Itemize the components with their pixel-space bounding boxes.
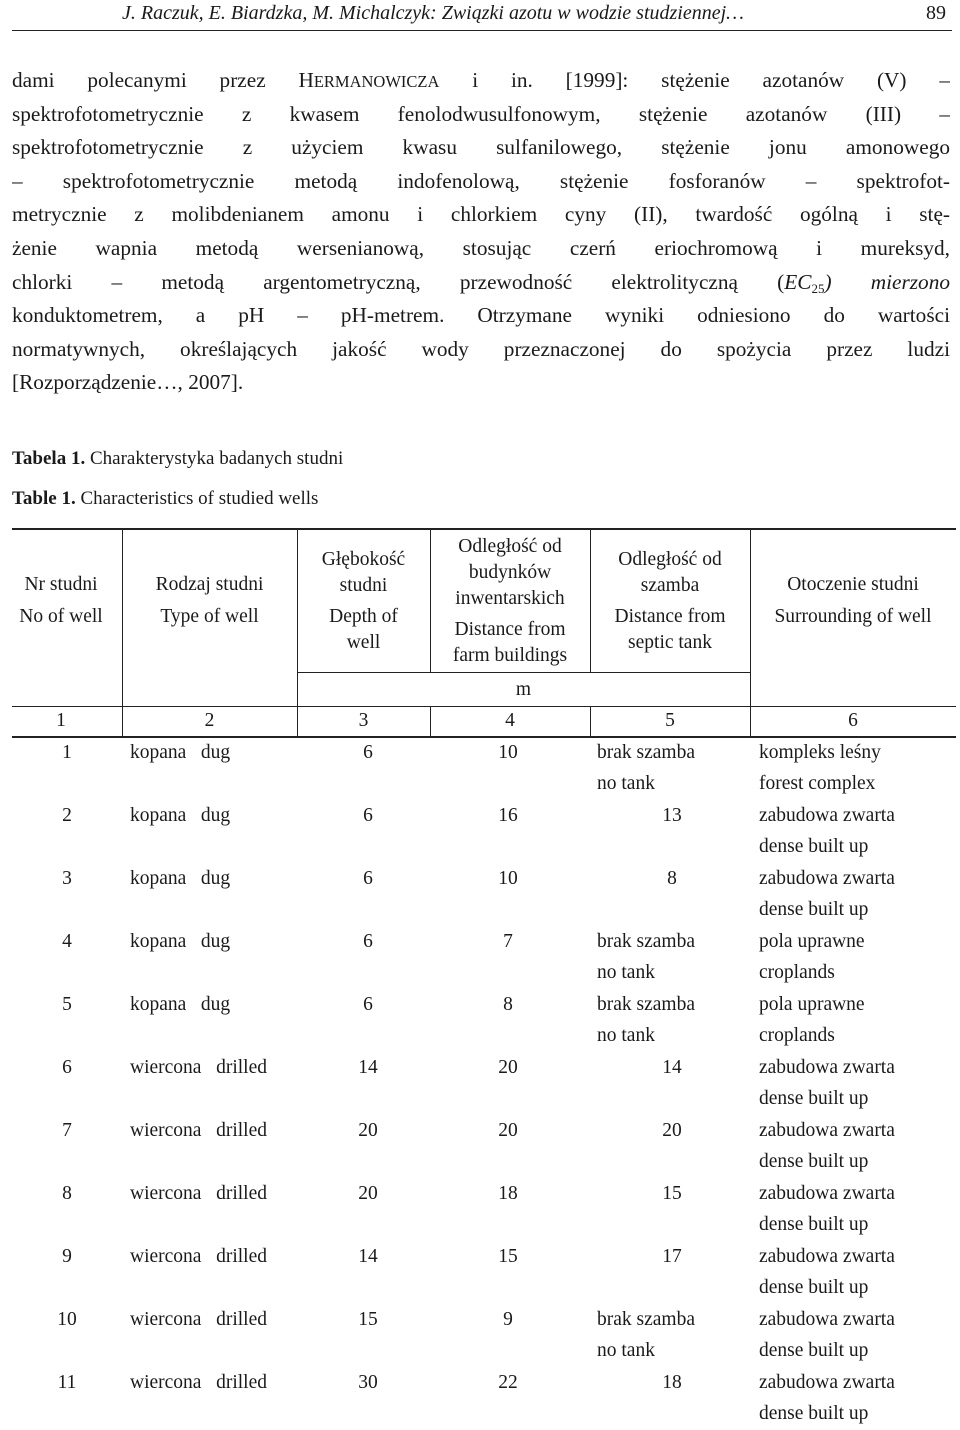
cell-distance-septic: 17 (662, 1246, 682, 1267)
cell-well-number: 7 (62, 1120, 72, 1141)
cell-distance-septic: 14 (662, 1057, 682, 1078)
cell-well-type: kopana dug (130, 742, 231, 763)
cell-well-type: wiercona drilled (130, 1057, 267, 1078)
cell-well-type: kopana dug (130, 868, 231, 889)
body-line: dami polecanymi przez HERMANOWICZA i in. [1999]: stężenie azotanów (V) – (12, 68, 950, 92)
body-paragraph (12, 64, 950, 400)
cell-well-number: 10 (57, 1309, 77, 1330)
cell-surrounding: croplands (759, 1025, 835, 1046)
body-line: spektrofotometrycznie z użyciem kwasu sulfanilowego, stężenie jonu amonowego (12, 135, 950, 160)
cell-depth: 6 (363, 994, 373, 1015)
cell-depth: 6 (363, 868, 373, 889)
header-well-type: Rodzaj studni Type of well (155, 574, 264, 627)
cell-distance-septic: brak szamba (597, 931, 695, 952)
cell-surrounding: kompleks leśny (759, 742, 881, 763)
cell-distance-farm: 18 (498, 1183, 518, 1204)
cell-well-number: 4 (62, 931, 72, 952)
cell-well-number: 5 (62, 994, 72, 1015)
header-well-number: Nr studni No of well (19, 574, 103, 627)
cell-surrounding: croplands (759, 962, 835, 983)
cell-distance-septic: no tank (597, 1340, 655, 1361)
cell-distance-septic: 15 (662, 1183, 682, 1204)
body-line: żenie wapnia metodą wersenianową, stosując czerń eriochromową i mureksyd, (12, 235, 950, 260)
cell-surrounding: dense built up (759, 1214, 869, 1235)
cell-well-number: 1 (62, 742, 72, 763)
body-line: metrycznie z molibdenianem amonu i chlorkiem cyny (II), twardość ogólną i stę- (12, 202, 950, 227)
cell-distance-farm: 15 (498, 1246, 518, 1267)
cell-distance-farm: 7 (503, 931, 513, 952)
cell-surrounding: forest complex (759, 773, 876, 794)
cell-depth: 14 (358, 1246, 378, 1267)
body-line: konduktometrem, a pH – pH-metrem. Otrzymane wyniki odniesiono do wartości (12, 303, 950, 328)
cell-surrounding: dense built up (759, 1151, 869, 1172)
cell-distance-farm: 10 (498, 868, 518, 889)
column-number: 4 (505, 710, 515, 731)
cell-surrounding: pola uprawne (759, 994, 865, 1015)
table-caption-en: Table 1. Characteristics of studied wells (12, 488, 319, 509)
cell-distance-farm: 8 (503, 994, 513, 1015)
cell-distance-septic: 20 (662, 1120, 682, 1141)
cell-distance-farm: 10 (498, 742, 518, 763)
cell-depth: 6 (363, 805, 373, 826)
cell-well-type: kopana dug (130, 994, 231, 1015)
cell-distance-farm: 20 (498, 1057, 518, 1078)
cell-distance-septic: no tank (597, 962, 655, 983)
table-caption-pl: Tabela 1. Charakterystyka badanych studni (12, 448, 344, 469)
cell-surrounding: dense built up (759, 1088, 869, 1109)
cell-surrounding: dense built up (759, 899, 869, 920)
cell-well-number: 8 (62, 1183, 72, 1204)
cell-distance-septic: brak szamba (597, 742, 695, 763)
cell-well-number: 9 (62, 1246, 72, 1267)
running-title: J. Raczuk, E. Biardzka, M. Michalczyk: Związki azotu w wodzie studziennej… (122, 2, 744, 24)
body-line: – spektrofotometrycznie metodą indofenolową, stężenie fosforanów – spektrofot- (12, 168, 950, 193)
cell-surrounding: dense built up (759, 1340, 869, 1361)
header-unit: m (515, 678, 532, 700)
cell-distance-septic: 8 (667, 868, 677, 889)
column-number: 3 (358, 710, 369, 731)
cell-depth: 6 (363, 931, 373, 952)
cell-well-type: wiercona drilled (130, 1372, 267, 1393)
cell-well-type: wiercona drilled (130, 1309, 267, 1330)
cell-surrounding: zabudowa zwarta (759, 868, 895, 889)
page-number: 89 (926, 2, 946, 24)
cell-distance-septic: 13 (662, 805, 682, 826)
cell-well-type: kopana dug (130, 931, 231, 952)
header-surrounding: Otoczenie studni Surrounding of well (774, 574, 932, 627)
cell-surrounding: zabudowa zwarta (759, 805, 895, 826)
column-number: 2 (204, 710, 215, 731)
cell-surrounding: dense built up (759, 1277, 869, 1298)
body-line: [Rozporządzenie…, 2007]. (12, 370, 244, 395)
cell-depth: 14 (358, 1057, 378, 1078)
body-line: normatywnych, określających jakość wody przeznaczonej do spożycia przez ludzi (12, 336, 950, 361)
body-line: spektrofotometrycznie z kwasem fenolodwusulfonowym, stężenie azotanów (III) – (12, 101, 950, 126)
cell-depth: 6 (363, 742, 373, 763)
body-line: chlorki – metodą argentometryczną, przewodność elektrolityczną $(EC_{25})$ mierzono (12, 269, 950, 296)
cell-surrounding: zabudowa zwarta (759, 1372, 895, 1393)
column-number: 1 (56, 710, 66, 731)
cell-well-number: 11 (57, 1372, 77, 1393)
cell-well-type: wiercona drilled (130, 1183, 267, 1204)
cell-depth: 15 (358, 1309, 378, 1330)
cell-depth: 20 (358, 1120, 378, 1141)
cell-surrounding: zabudowa zwarta (759, 1120, 895, 1141)
header-distance-septic: Odległość od szamba Distance from septic tank (614, 548, 726, 653)
cell-well-number: 6 (62, 1057, 72, 1078)
header-distance-farm: Odległość od budynków inwentarskich Distance from farm buildings (452, 535, 568, 666)
cell-surrounding: dense built up (759, 1403, 869, 1424)
cell-well-type: kopana dug (130, 805, 231, 826)
running-header (12, 0, 952, 31)
cell-distance-septic: no tank (597, 1025, 655, 1046)
cell-surrounding: zabudowa zwarta (759, 1246, 895, 1267)
cell-distance-septic: 18 (662, 1372, 682, 1393)
cell-depth: 20 (358, 1183, 378, 1204)
cell-surrounding: pola uprawne (759, 931, 865, 952)
cell-distance-farm: 16 (498, 805, 518, 826)
cell-surrounding: zabudowa zwarta (759, 1057, 895, 1078)
cell-surrounding: dense built up (759, 836, 869, 857)
column-number: 5 (665, 710, 675, 731)
cell-depth: 30 (358, 1372, 378, 1393)
cell-distance-septic: brak szamba (597, 1309, 695, 1330)
header-depth: Głębokość studni Depth of well (321, 548, 406, 653)
cell-well-type: wiercona drilled (130, 1246, 267, 1267)
cell-surrounding: zabudowa zwarta (759, 1309, 895, 1330)
cell-distance-farm: 20 (498, 1120, 518, 1141)
cell-well-number: 3 (62, 868, 72, 889)
cell-distance-farm: 22 (498, 1372, 518, 1393)
cell-distance-septic: no tank (597, 773, 655, 794)
cell-well-type: wiercona drilled (130, 1120, 267, 1141)
cell-surrounding: zabudowa zwarta (759, 1183, 895, 1204)
column-number: 6 (848, 710, 858, 731)
cell-distance-septic: brak szamba (597, 994, 695, 1015)
cell-well-number: 2 (62, 805, 72, 826)
cell-distance-farm: 9 (503, 1309, 513, 1330)
